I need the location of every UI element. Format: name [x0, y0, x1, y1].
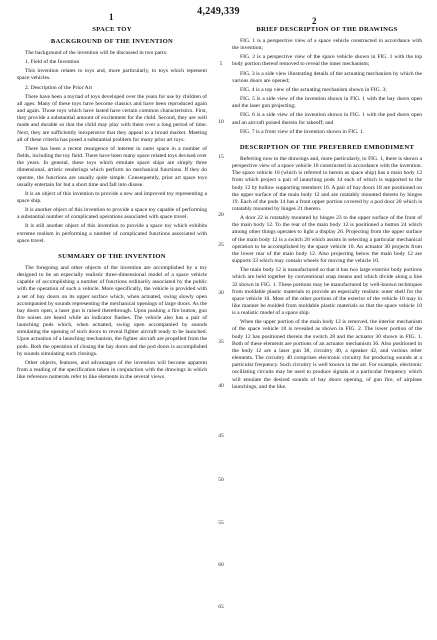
paragraph: FIG. 3 is a side view illustrating details of the actuating mechanism by which the various doors are opened;: [232, 70, 422, 84]
left-column: [17, 26, 207, 383]
subheading: 1. Field of the Invention: [25, 59, 80, 66]
paragraph: FIG. 6 is a side view of the invention shown in FIG. 1 with the pod doors open and an aircraft poised therein for takeoff; and: [232, 112, 422, 126]
line-number: 55: [218, 520, 224, 526]
paragraph: The foregoing and other objects of the invention are accomplished by a toy designed to be an especially realistic three-dimensional model of a space vehicle capable of accomplishing a number of functions ordinarily associated by the public with the operation of such a vehicle. More specifically, the vehicle is provided with a set of bay doors on its upper surface which, when actuated, swing slowly open accompanied by sounds representing the mechanical openings of large doors. As the bay doors open, a laser gun is raised therethrough. Upon pushing a fire button, gun fire noises are heard while an indicator flashes. The vehicle also has a pair of launching pods which, when actuated, swing open accompanied by sounds simulating the opening of such doors to reveal fighter aircraft ready to be launched. Upon actuation of a launching mechanism, the fighter aircraft are propelled from the pods. Both the operation of closing the bay doors and the pod doors is accomplished by sounds simulating such closings.: [17, 264, 207, 357]
paragraph: Other objects, features, and advantages of the invention will become apparent from a reading of the specification taken in conjunction with the drawings in which like reference numerals refer to like elements in the several views.: [17, 359, 207, 381]
paragraph: FIG. 7 is a front view of the invention shown in FIG. 1.: [240, 128, 365, 135]
line-number: 45: [218, 433, 224, 439]
line-number: 25: [218, 242, 224, 248]
paragraph: This invention relates to toys and, more particularly, to toys which represent space vehicles.: [17, 68, 207, 82]
page-number-left: 1: [109, 12, 114, 22]
line-number: 10: [218, 119, 224, 125]
line-number: 5: [219, 61, 223, 67]
line-number: 65: [218, 604, 224, 610]
patent-number: 4,249,339: [197, 6, 240, 17]
paragraph: FIG. 4 is a top view of the actuating mechanism shown in FIG. 3;: [240, 86, 387, 93]
line-number: 50: [218, 477, 224, 483]
preferred-embodiment-heading: DESCRIPTION OF THE PREFERRED EMBODIMENT: [239, 143, 415, 151]
paragraph: There have been a myriad of toys developed over the years for use by children of all ages. Many of these toys have become classics and have been reproduced again and again. Those toys which have lasted have certain common characteristics. First, they provide a substantial amount of excitement for the child. Second, they are well made and durable so that the child may play with them over a long period of time. Next, they are sufficiently inexpensive that they appeal to a broad market. Meeting all of these criteria has posed a substantial problem for many prior art toys.: [17, 93, 207, 143]
page-number-right: 2: [312, 16, 317, 26]
line-number: 35: [218, 339, 224, 345]
paragraph: It is an object of this invention to provide a new and improved toy representing a space ship.: [17, 190, 207, 204]
paragraph: The background of the invention will be discussed in two parts:: [25, 50, 168, 56]
line-number: 40: [218, 383, 224, 389]
line-number: 15: [218, 154, 224, 160]
line-number: 30: [218, 290, 224, 296]
paragraph: Referring now to the drawings and, more particularly, to FIG. 1, there is shown a perspective view of a space vehicle 10 constructed in accordance with the invention. The space vehicle 10 (which is referred to herein as space ship) has a main body 12 from which project a pair of launching pods 14 each of which is supported to the body 12 by hollow supporting members 16. A pair of bay doors 18 are positioned on the upper surface of the main body 12 and are rotatably mounted thereto by hinges 19. Each of the pods 14 has a front upper portion covered by a pod door 20 which is rotatably mounted by hinges 21 thereto.: [232, 155, 422, 212]
paragraph: FIG. 1 is a perspective view of a space vehicle constructed in accordance with the invention;: [232, 38, 422, 52]
paragraph: When the upper portion of the main body 12 is removed, the interior mechanism of the space vehicle 10 is revealed as shown in FIG. 2. The lower portion of the body 12 has positioned therein the switch 28 and the actuator 30 shown in FIG. 1. Both of these elements are portions of an actuator mechanism 36. Also positioned in the body 12 are a laser gun 38, circuitry 40, a speaker 42, and various other elements. The circuitry 40 comprises electronic circuitry for producing sounds at a particular frequency. Such circuitry is well known in the art. For example, electronic oscillating circuits may be used to produce signals at a particular frequency which will emulate the desired sounds of bay doors opening, of gun fire, of airplane launchings, and the like.: [232, 319, 422, 390]
paragraph: The main body 12 is manufactured so that it has two large exterior body portions which are held together by conventional snap means and which divide along a line 32 shown in FIG. 1. These portions may be manufactured by well-known techniques from moldable plastic materials to provide an especially realistic outer shell for the space vehicle 10. Most of the other portions of the exterior of the vehicle 10 may in like manner be molded from moldable plastic materials so that the space vehicle 10 is a realistic model of a space ship.: [232, 267, 422, 317]
paragraph: FIG. 2 is a perspective view of the space vehicle shown in FIG. 1 with the top body portion thereof removed to reveal the inner mechanism;: [232, 54, 422, 68]
line-number: 60: [218, 562, 224, 568]
drawings-heading: BRIEF DESCRIPTION OF THE DRAWINGS: [256, 26, 398, 33]
document-title: SPACE TOY: [92, 26, 132, 33]
paragraph: It is another object of this invention to provide a space toy capable of performing a substantial number of complicated operations associated with space travel.: [17, 207, 207, 221]
paragraph: It is still another object of this invention to provide a space toy which exhibits extreme realism in performing a number of complicated functions associated with space travel.: [17, 223, 207, 244]
paragraph: There has been a recent resurgence of interest in outer space in a number of fields, including the toy field. There have been many space related toys devised over the years. In general, these toys which emulate space ships are simply three dimensional, artistic renderings which perform no mechanical functions. If they do operate, the functions are usually quite simple. Consequently, prior art space toys usually entertain for but a short time and fall into disuse.: [17, 145, 207, 188]
background-heading: BACKGROUND OF THE INVENTION: [50, 38, 174, 45]
paragraph: FIG. 5 is a side view of the invention shown in FIG. 1 with the bay doors open and the laser gun projecting;: [232, 96, 422, 110]
right-column: [232, 26, 422, 393]
paragraph: A door 22 is rotatably mounted by hinges 23 to the upper surface of the front of the main body 12. To the rear of the main body 12 is positioned a button 24 which among other things operates to light a display 26. Projecting from the upper surface of the main body 12 is a switch 28 which assists in selecting a particular mechanical operation to be accomplished by the space vehicle 10. An actuator 30 projects from the lower rear of the main body 12. Also projecting below the main body 12 are supports 33 which may contain wheels for moving the vehicle 10.: [232, 215, 422, 265]
line-number: 20: [218, 212, 224, 218]
summary-heading: SUMMARY OF THE INVENTION: [58, 252, 166, 260]
subheading: 2. Description of the Prior Art: [25, 84, 93, 91]
